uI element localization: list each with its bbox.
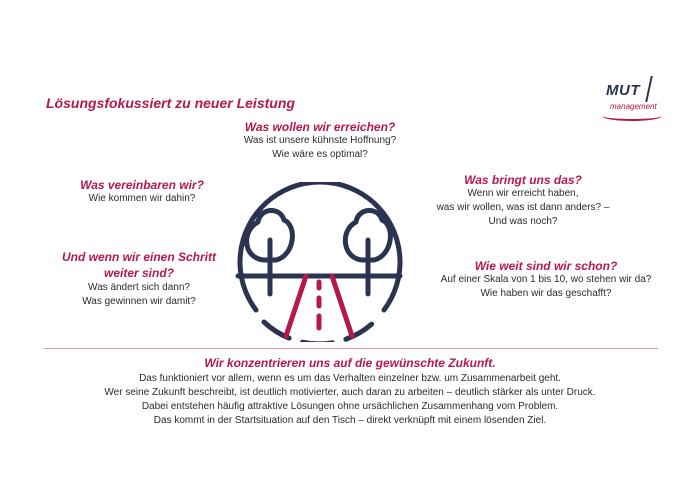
question-heading: Was wollen wir erreichen?: [244, 120, 396, 134]
question-line: Was gewinnen wir damit?: [82, 296, 196, 307]
road-left-edge: [286, 276, 306, 336]
question-line: was wir wollen, was ist dann anders? –: [436, 202, 610, 213]
question-heading-line: weiter sind?: [103, 266, 174, 280]
section-divider: [44, 348, 658, 349]
question-reach: [220, 120, 420, 162]
conclusion-heading: Wir konzentrieren uns auf die gewünschte Zukunft.: [204, 356, 496, 370]
question-heading: Was vereinbaren wir?: [80, 178, 204, 192]
conclusion-block: [80, 356, 620, 428]
conclusion-line: Dabei entstehen häufig attraktive Lösungen ohne ursächlichen Zusammenhang vom Problem.: [141, 401, 559, 412]
question-line: Auf einer Skala von 1 bis 10, wo stehen wir da?: [440, 274, 652, 285]
question-progress: [432, 259, 660, 301]
question-line: Wie haben wir das geschafft?: [480, 288, 612, 299]
question-line: Wie kommen wir dahin?: [88, 193, 196, 204]
question-heading-line: Und wenn wir einen Schritt: [61, 250, 216, 264]
question-line: Was ist unsere kühnste Hoffnung?: [243, 135, 397, 146]
question-next-step: [44, 249, 234, 309]
conclusion-line: Wer seine Zukunft beschreibt, ist deutlich motivierter, auch daran zu arbeiten – deutlich stärker als unter Druck.: [104, 387, 596, 398]
conclusion-line: Das kommt in der Startsituation auf den Tisch – direkt verknüpft mit einem lösenden Ziel.: [153, 415, 547, 426]
road-right-edge: [332, 276, 352, 336]
question-benefit: [418, 173, 628, 229]
question-line: Und was noch?: [488, 216, 558, 227]
logo-bar-mark: [645, 76, 653, 102]
question-agree: [56, 178, 228, 206]
question-line: Was ändert sich dann?: [88, 282, 190, 293]
logo-swoosh: [602, 111, 662, 121]
mut-management-logo: [596, 74, 666, 124]
logo-brand: MUT: [606, 82, 640, 99]
question-heading: Was bringt uns das?: [464, 173, 582, 187]
question-line: Wie wäre es optimal?: [272, 149, 368, 160]
page-title: Lösungsfokussiert zu neuer Leistung: [46, 95, 295, 111]
question-line: Wenn wir erreicht haben,: [467, 188, 579, 199]
logo-subtitle: management: [610, 102, 657, 111]
conclusion-line: Das funktioniert vor allem, wenn es um das Verhalten einzelner bzw. um Zusammenarbeit geht.: [139, 373, 561, 384]
road-trees-icon: [224, 182, 414, 342]
question-heading: Wie weit sind wir schon?: [474, 259, 618, 273]
